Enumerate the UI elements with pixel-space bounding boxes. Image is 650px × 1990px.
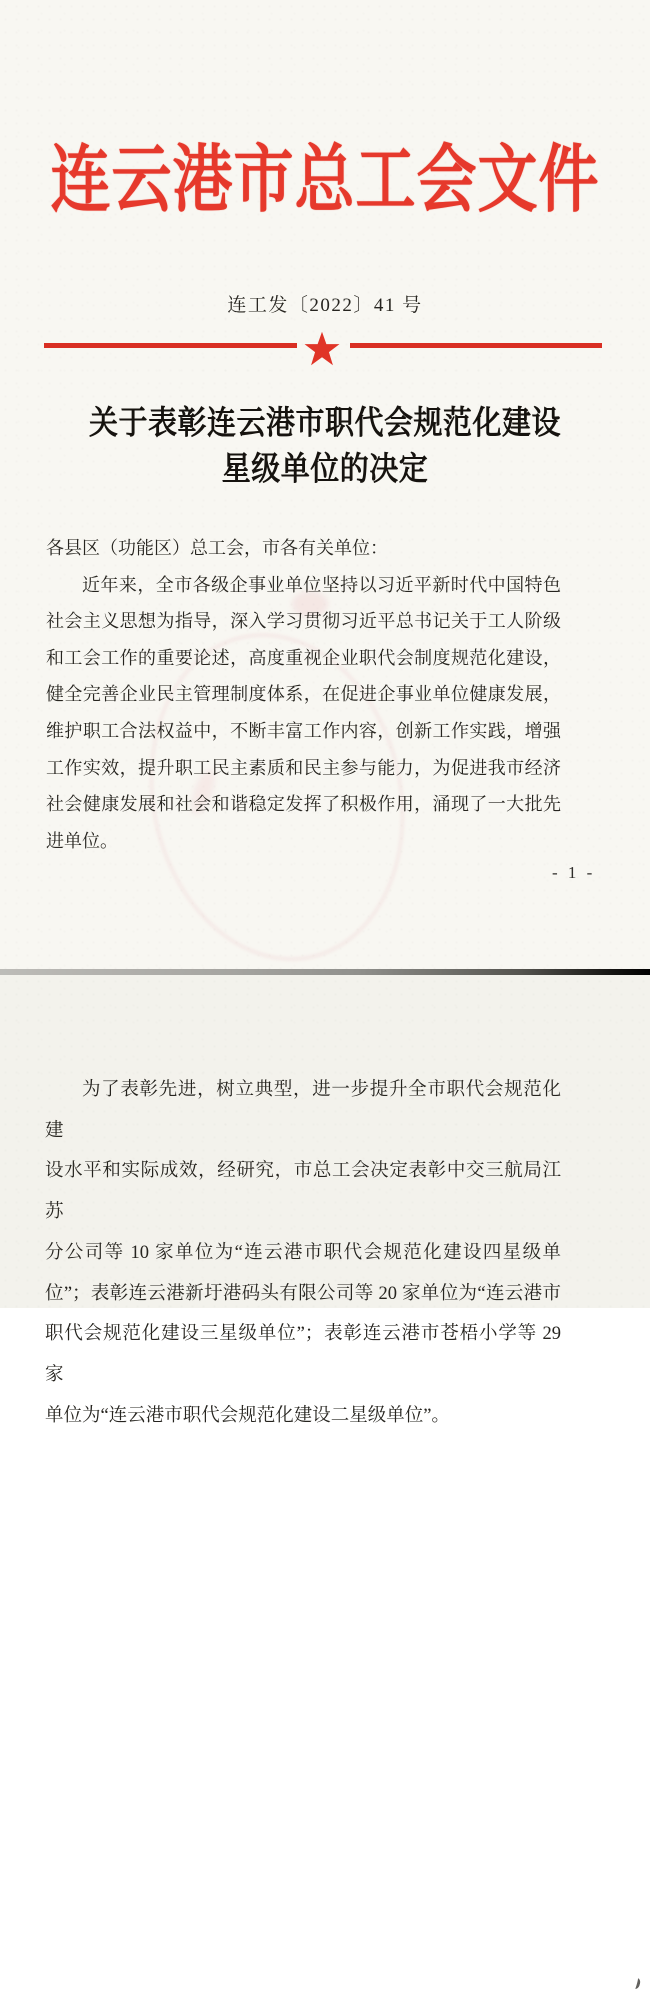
body-line: 设水平和实际成效，经研究，市总工会决定表彰中交三航局江苏	[45, 1161, 561, 1223]
body-line: 位”；表彰连云港新圩港码头有限公司等 20 家单位为“连云港市	[45, 1283, 561, 1304]
document-number: 连工发〔2022〕41 号	[227, 295, 423, 316]
body-line: 社会主义思想为指导，深入学习贯彻习近平总书记关于工人阶级	[46, 611, 561, 632]
body-line: 职代会规范化建设三星级单位”；表彰连云港市苍梧小学等 29 家	[45, 1324, 561, 1385]
body-line: 维护职工合法权益中，不断丰富工作内容，创新工作实践，增强	[46, 720, 561, 741]
body-line: 近年来，全市各级企事业单位坚持以习近平新时代中国特色	[82, 574, 561, 595]
page1-body	[46, 530, 561, 859]
body-line: 社会健康发展和社会和谐稳定发挥了积极作用，涌现了一大批先	[46, 794, 561, 815]
body-line: 工作实效，提升职工民主素质和民主参与能力，为促进我市经济	[46, 757, 561, 778]
body-line: 分公司等 10 家单位为“连云港市职代会规范化建设四星级单	[45, 1242, 561, 1263]
page-number: - 1 -	[552, 863, 596, 882]
document-page-1	[0, 0, 650, 969]
document-title-line-2: 星级单位的决定	[221, 451, 429, 488]
document-title-line-1: 关于表彰连云港市职代会规范化建设	[88, 405, 561, 442]
document-title	[0, 401, 650, 493]
letterhead-title: 连云港市总工会文件	[50, 139, 600, 221]
body-line: 健全完善企业民主管理制度体系，在促进企事业单位健康发展，	[46, 684, 561, 705]
red-divider-left	[44, 343, 297, 348]
page2-body	[45, 1070, 561, 1436]
star-icon	[303, 331, 341, 366]
red-divider-right	[350, 343, 602, 348]
body-line: 进单位。	[46, 830, 118, 851]
body-line: 和工会工作的重要论述，高度重视企业职代会制度规范化建设，	[46, 647, 561, 668]
salutation-line: 各县区（功能区）总工会，市各有关单位：	[46, 538, 388, 558]
body-line: 单位为“连云港市职代会规范化建设二星级单位”。	[45, 1405, 450, 1426]
body-line: 为了表彰先进，树立典型，进一步提升全市职代会规范化建	[45, 1080, 561, 1141]
scan-artifact	[632, 1977, 642, 1989]
